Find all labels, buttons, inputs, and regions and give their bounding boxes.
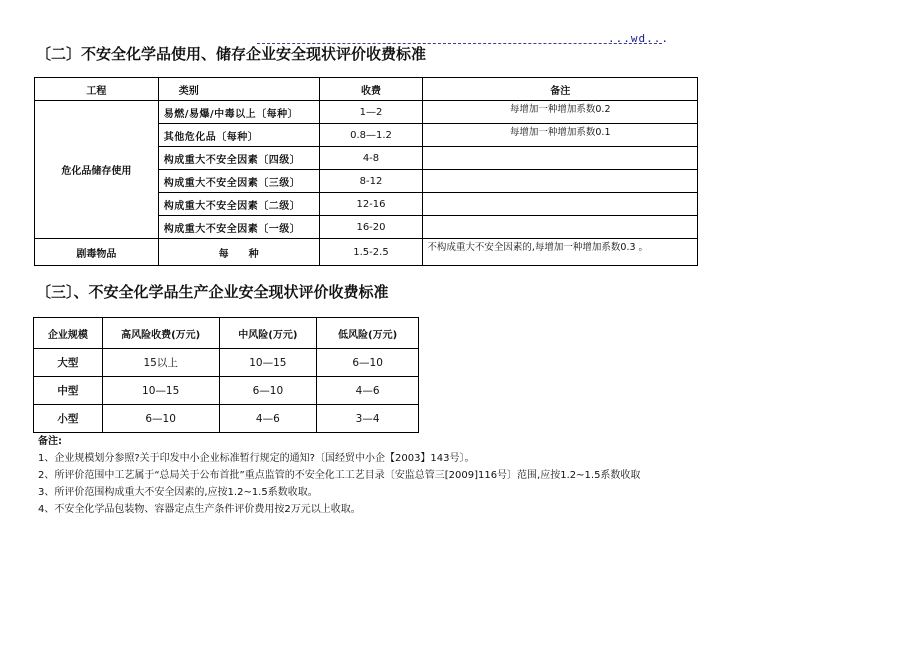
high-risk-cell: 10—15 — [102, 377, 219, 405]
note-cell: 每增加一种增加系数0.2 — [423, 101, 698, 124]
size-cell: 小型 — [34, 405, 103, 433]
note-item: 2、所评价范围中工艺属于“总局关于公布首批”重点监管的不安全化工工艺目录〔安监总管三[2009]116号〕范围,应按1.2~1.5系数收取 — [38, 470, 641, 481]
note-item: 1、企业规模划分参照?关于印发中小企业标准暂行规定的通知?〔国经贸中小企【2003】143号〕。 — [38, 453, 475, 464]
high-risk-cell: 6—10 — [102, 405, 219, 433]
category-cell: 其他危化品〔每种〕 — [158, 124, 319, 147]
category-cell: 构成重大不安全因素〔三级〕 — [158, 170, 319, 193]
low-risk-cell: 6—10 — [317, 349, 419, 377]
header-watermark: ...wd... — [608, 32, 669, 45]
table-header-row — [35, 78, 698, 101]
fee-cell: 8-12 — [319, 170, 423, 193]
column-header-low-risk: 低风险(万元) — [317, 318, 419, 349]
size-cell: 中型 — [34, 377, 103, 405]
note-cell — [423, 147, 698, 170]
fee-cell: 1.5-2.5 — [319, 239, 423, 266]
note-cell: 不构成重大不安全因素的,每增加一种增加系数0.3 。 — [423, 239, 698, 266]
group-label-storage: 危化品储存使用 — [35, 101, 159, 239]
fee-cell: 1—2 — [319, 101, 423, 124]
column-header-category: 类别 — [158, 78, 319, 101]
table-row — [34, 349, 419, 377]
table-row — [35, 239, 698, 266]
category-cell: 构成重大不安全因素〔二级〕 — [158, 193, 319, 216]
note-cell — [423, 216, 698, 239]
column-header-note: 备注 — [423, 78, 698, 101]
size-cell: 大型 — [34, 349, 103, 377]
category-cell: 构成重大不安全因素〔四级〕 — [158, 147, 319, 170]
section-title-storage: 〔二〕不安全化学品使用、储存企业安全现状评价收费标准 — [36, 45, 427, 63]
table-header-row — [34, 318, 419, 349]
column-header-high-risk: 高风险收费(万元) — [102, 318, 219, 349]
notes-title: 备注: — [38, 436, 62, 447]
fee-cell: 4-8 — [319, 147, 423, 170]
category-cell: 每 种 — [158, 239, 319, 266]
storage-fee-table — [34, 77, 698, 266]
table-row — [35, 101, 698, 124]
note-item: 4、不安全化学品包装物、容器定点生产条件评价费用按2万元以上收取。 — [38, 504, 361, 515]
low-risk-cell: 4—6 — [317, 377, 419, 405]
fee-cell: 0.8—1.2 — [319, 124, 423, 147]
production-fee-table — [33, 317, 419, 433]
fee-cell: 16-20 — [319, 216, 423, 239]
note-cell — [423, 193, 698, 216]
mid-risk-cell: 10—15 — [219, 349, 317, 377]
notes-block — [38, 433, 640, 518]
mid-risk-cell: 4—6 — [219, 405, 317, 433]
fee-cell: 12-16 — [319, 193, 423, 216]
category-cell: 构成重大不安全因素〔一级〕 — [158, 216, 319, 239]
note-item: 3、所评价范围构成重大不安全因素的,应按1.2~1.5系数收取。 — [38, 487, 318, 498]
table-row — [34, 377, 419, 405]
high-risk-cell: 15以上 — [102, 349, 219, 377]
note-cell — [423, 170, 698, 193]
project-cell-toxic: 剧毒物品 — [35, 239, 159, 266]
mid-risk-cell: 6—10 — [219, 377, 317, 405]
section-title-production: 〔三〕、不安全化学品生产企业安全现状评价收费标准 — [36, 283, 389, 301]
column-header-project: 工程 — [35, 78, 159, 101]
low-risk-cell: 3—4 — [317, 405, 419, 433]
note-cell: 每增加一种增加系数0.1 — [423, 124, 698, 147]
column-header-size: 企业规模 — [34, 318, 103, 349]
column-header-mid-risk: 中风险(万元) — [219, 318, 317, 349]
table-row — [34, 405, 419, 433]
column-header-fee: 收费 — [319, 78, 423, 101]
category-cell: 易燃/易爆/中毒以上〔每种〕 — [158, 101, 319, 124]
